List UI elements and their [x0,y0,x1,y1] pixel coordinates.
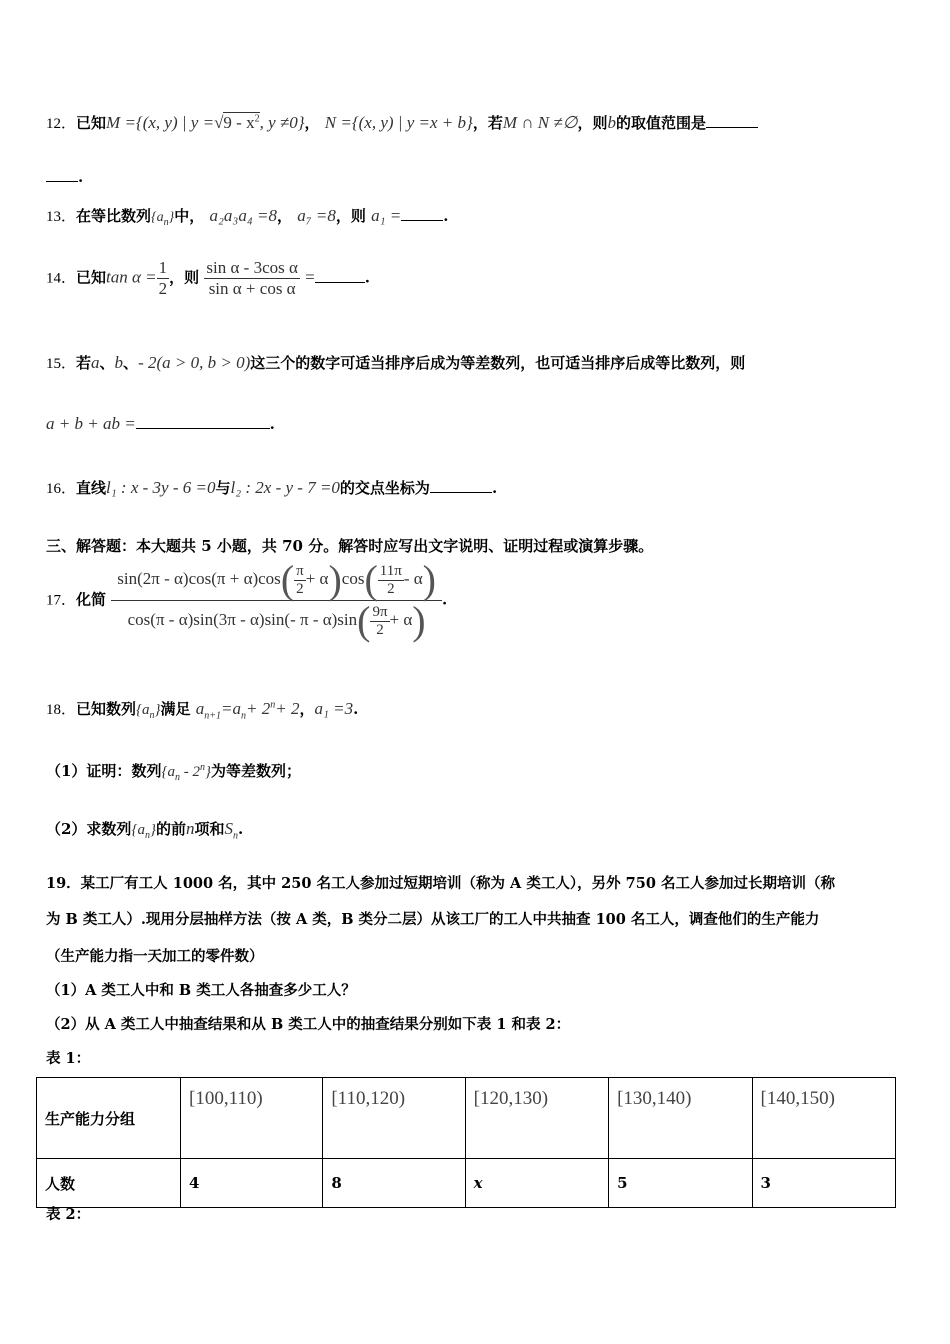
question-12: 12．已知M ={(x, y) | $y =√9 - x^2$, y ≠0}， N ={(x, y) | y =x + b}，若M ∩ N ≠∅，则b的取值范围是 [46,112,758,133]
table-row [37,1078,896,1159]
answer-blank [136,428,270,429]
q19-line2: 为 B 类工人）.现用分层抽样方法（按 A 类，B 类分二层）从该工厂的工人中共抽查 100 名工人，调查他们的生产能力 [46,911,820,928]
answer-blank [401,220,443,221]
q19-part2: （2）从 A 类工人中抽查结果和从 B 类工人中的抽查结果分别如下表 1 和表 2： [46,1016,571,1033]
recurrence: $a_{n+1}=a_n+ 2^n+ 2$ [195,699,300,722]
q18-part2: （2）求数列$\{a_n\}$的前n项和$S_n$. [46,819,244,842]
table-cell: 4 [181,1159,323,1208]
fraction-one-half: $\frac{1}{2}$ [158,258,168,298]
sqrt-sign: √ [214,113,224,132]
q15-continuation: a + b + ab = . [46,414,275,433]
q18-part1: （1）证明：数列$\{a_n - 2^n\}$为等差数列； [46,762,301,783]
trig-fraction: $\frac{\text{sin α - 3cos α}}{\text{sin α + cos α}}$ [206,258,298,298]
question-16: 16．直线l₁ : x - 3y - 6 =0与l₂ : 2x - y - 7 =0的交点坐标为 . [46,478,498,497]
question-18: 18．已知数列$\{a_n\}$满足 $a_{n+1}=a_n+ 2^n+ 2$，a₁ =3. [46,699,359,722]
table-cell: x [465,1159,608,1208]
table-header-cell: 人数 [37,1159,181,1208]
table-cell: 3 [752,1159,895,1208]
table-cell: [130,140) [609,1078,752,1159]
simplify-fraction: sin(2π - α)cos(π + α)cos( $\frac{\pi}{2}$ + α)cos( $\frac{11\pi}{2}$ - α) cos(π - α)sin(3π - α)sin(- π - α)sin( $\frac{9\pi}{2}$ + α) [111,560,442,641]
q19-line1: 19．某工厂有工人 1000 名，其中 250 名工人参加过短期培训（称为 A 类工人），另外 750 名工人参加过长期培训（称 [46,875,835,892]
table-header-cell: 生产能力分组 [37,1078,181,1159]
table1-label: 表 1： [46,1050,91,1067]
set-n: N ={(x, y) | y =x + b} [324,113,473,132]
set-m: M ={(x, y) | y = [106,113,215,132]
question-17: 17．化简 sin(2π - α)cos(π + α)cos( $\frac{\pi}{2}$ + α)cos( $\frac{11\pi}{2}$ - α) cos(π - α)sin(3π - α)sin(- π - α)sin( $\frac{9\pi}{2}$ + α) . [46,557,448,643]
answer-blank [706,127,758,128]
answer-blank [315,282,365,283]
table-cell: [110,120) [323,1078,465,1159]
q19-line3: （生产能力指一天加工的零件数） [46,948,264,965]
table-cell: [140,150) [752,1078,895,1159]
answer-blank [46,181,78,182]
answer-blank [430,492,492,493]
sequence-an: $\{a_n\}$ [151,210,175,228]
table-cell: 8 [323,1159,465,1208]
table-cell: [100,110) [181,1078,323,1159]
table-cell: 5 [609,1159,752,1208]
q12-number: 12． [46,116,77,132]
table-row [37,1159,896,1208]
q12-continuation: . [46,168,83,186]
table-1 [36,1077,896,1208]
table2-label: 表 2： [46,1206,91,1223]
question-14: 14．已知tan α = $\frac{1}{2}$ ，则 $\frac{\text{sin α - 3cos α}}{\text{sin α + cos α}}$ = . [46,258,370,298]
q19-part1: （1）A 类工人中和 B 类工人各抽查多少工人？ [46,982,356,999]
question-15: 15．若a、b、- 2(a > 0, b > 0)这三个的数字可适当排序后成为等差数列，也可适当排序后成等比数列，则 [46,353,746,372]
table-cell: [120,130) [465,1078,608,1159]
section-heading: 三、解答题：本大题共 5 小题，共 70 分。解答时应写出文字说明、证明过程或演算步骤。 [46,537,654,555]
question-13: 13．在等比数列$\{a_n\}$中， a₂a₃a₄ =8， a₇ =8，则 a₁ = . [46,206,449,228]
